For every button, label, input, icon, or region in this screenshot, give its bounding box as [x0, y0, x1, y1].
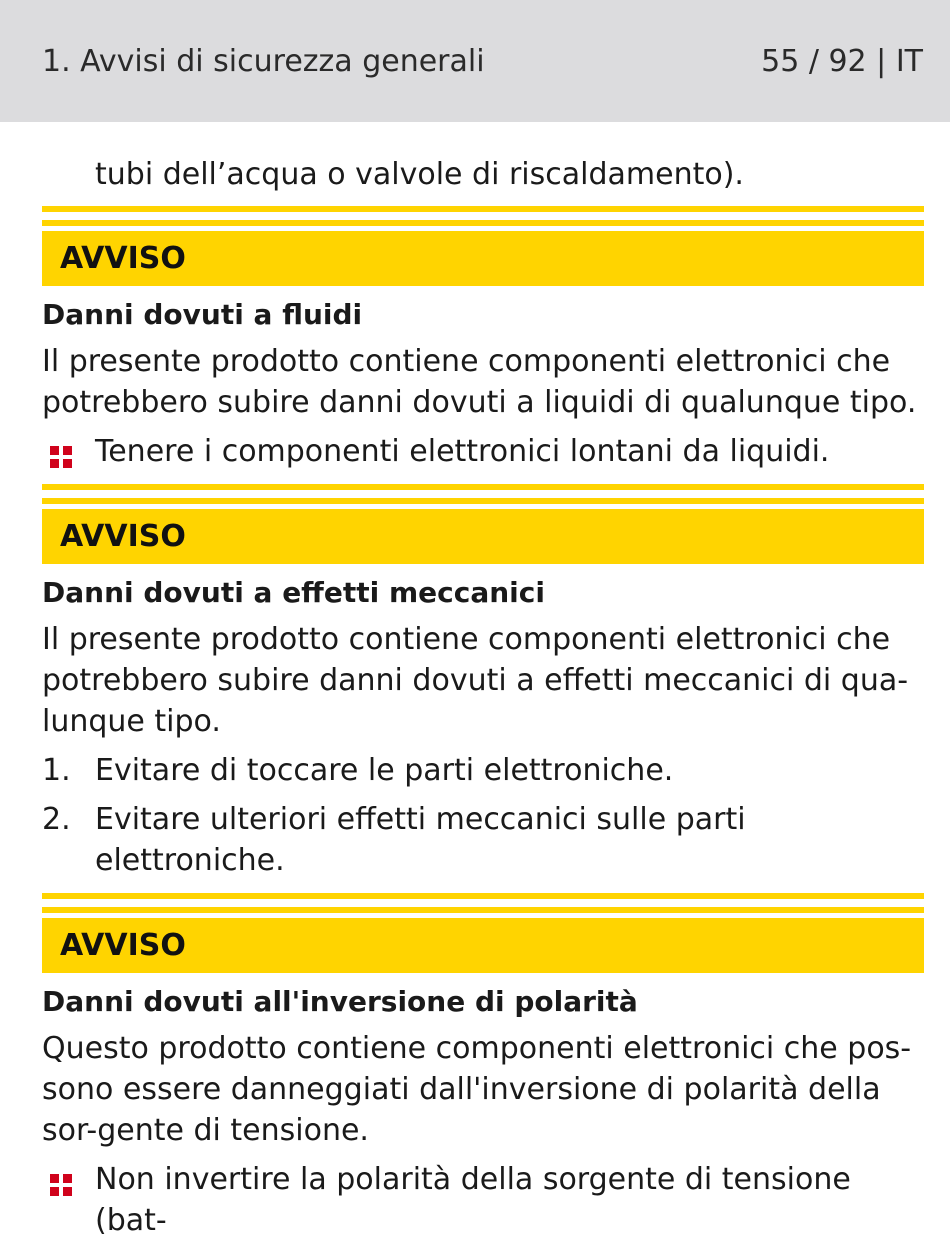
step-item	[42, 750, 924, 791]
notice-title: Danni dovuti all'inversione di polarità	[42, 985, 638, 1018]
red-bullet-icon	[50, 446, 72, 468]
notice-mechanical	[42, 484, 924, 881]
notice-fluids	[42, 206, 924, 472]
notice-label: AVVISO	[42, 509, 924, 564]
notice-divider	[42, 907, 924, 913]
bullet-item	[42, 1159, 924, 1241]
notice-divider	[42, 220, 924, 226]
bullet-text: Tenere i componenti elettronici lontani da liquidi.	[95, 434, 830, 469]
notice-divider	[42, 206, 924, 212]
notice-title: Danni dovuti a effetti meccanici	[42, 576, 545, 609]
notice-title: Danni dovuti a fluidi	[42, 298, 363, 331]
notice-divider	[42, 498, 924, 504]
step-text: Evitare di toccare le parti elettroniche.	[95, 753, 674, 788]
step-item	[42, 799, 924, 881]
page-info: 55 / 92 | IT	[761, 43, 923, 79]
notice-paragraph: Questo prodotto contiene componenti elettronici che pos-sono essere danneggiati dall'inversione di polarità della sor-gente di tensione.	[42, 1031, 912, 1148]
notice-paragraph: Il presente prodotto contiene componenti elettronici che potrebbero subire danni dovuti a effetti meccanici di qua-lunque tipo.	[42, 622, 909, 739]
notice-polarity	[42, 893, 924, 1241]
notice-label: AVVISO	[42, 918, 924, 973]
bullet-item	[42, 431, 924, 472]
bullet-text: Non invertire la polarità della sorgente di tensione (bat-	[95, 1162, 851, 1238]
notice-divider	[42, 893, 924, 899]
section-title: 1. Avvisi di sicurezza generali	[42, 43, 485, 79]
notice-divider	[42, 484, 924, 490]
step-text: Evitare ulteriori effetti meccanici sulle parti elettroniche.	[95, 802, 746, 878]
continuation-text: tubi dell’acqua o valvole di riscaldamento).	[95, 157, 744, 192]
page-content	[0, 156, 950, 1241]
step-number: 1.	[42, 753, 71, 788]
red-bullet-icon	[50, 1174, 72, 1196]
page-header	[0, 0, 950, 122]
step-number: 2.	[42, 802, 71, 837]
notice-label: AVVISO	[42, 231, 924, 286]
notice-paragraph: Il presente prodotto contiene componenti elettronici che potrebbero subire danni dovuti a liquidi di qualunque tipo.	[42, 344, 917, 420]
